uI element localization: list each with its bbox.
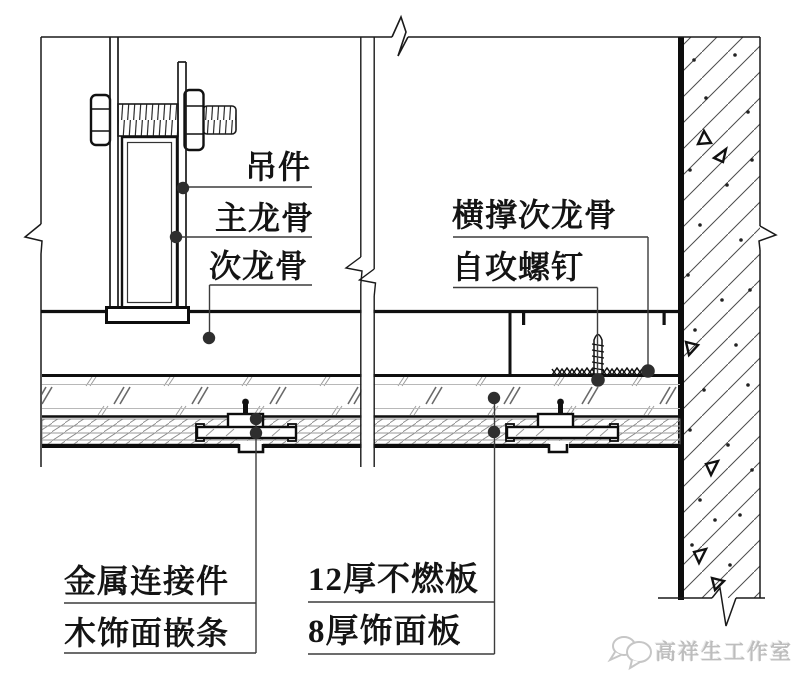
watermark-logo: [610, 637, 651, 668]
leader-dot: [488, 392, 500, 404]
keel-clip: [663, 312, 666, 325]
label-panel-8mm: 8厚饰面板: [308, 614, 462, 650]
top-boundary-line: [41, 17, 760, 56]
leader-dot: [488, 426, 500, 438]
leader-dot: [250, 427, 262, 439]
break-symbol: [392, 17, 408, 56]
label-secondary-keel: 次龙骨: [209, 248, 309, 284]
hex-nut-left: [91, 95, 110, 145]
label-metal-connector: 金属连接件: [64, 563, 230, 599]
cross-brace-keel: [509, 312, 666, 374]
main-runner-channel: [122, 137, 177, 308]
label-board-12mm: 12厚不燃板: [308, 562, 479, 598]
wall-section: [658, 37, 776, 626]
hex-nut-right: [185, 90, 204, 150]
break-symbol: [759, 226, 776, 250]
leader-dot: [250, 413, 262, 425]
keel-clip: [522, 312, 525, 325]
label-hanger: 吊件: [245, 149, 312, 185]
leader-dot: [170, 231, 182, 243]
break-symbol: [25, 224, 42, 254]
concrete-hatch: [684, 37, 760, 598]
wall-face-line: [678, 37, 684, 600]
label-main-keel: 主龙骨: [215, 200, 315, 236]
label-wood-veneer-strip: 木饰面嵌条: [64, 615, 230, 651]
wall-right-boundary: [759, 37, 776, 598]
hanger-bottom-clamp: [107, 308, 189, 323]
leader-dot: [591, 373, 605, 387]
watermark-studio-name: 高祥生工作室: [655, 640, 793, 664]
left-boundary-line: [25, 37, 42, 467]
leader-dot: [641, 364, 655, 378]
label-self-tapping-screw: 自攻螺钉: [452, 249, 585, 285]
veneer-inlay-strip: [197, 427, 296, 438]
leader-dot: [203, 332, 215, 344]
leader-dot: [177, 182, 189, 194]
label-cross-brace-keel: 横撑次龙骨: [452, 197, 618, 233]
bolt-assembly: [91, 90, 236, 150]
